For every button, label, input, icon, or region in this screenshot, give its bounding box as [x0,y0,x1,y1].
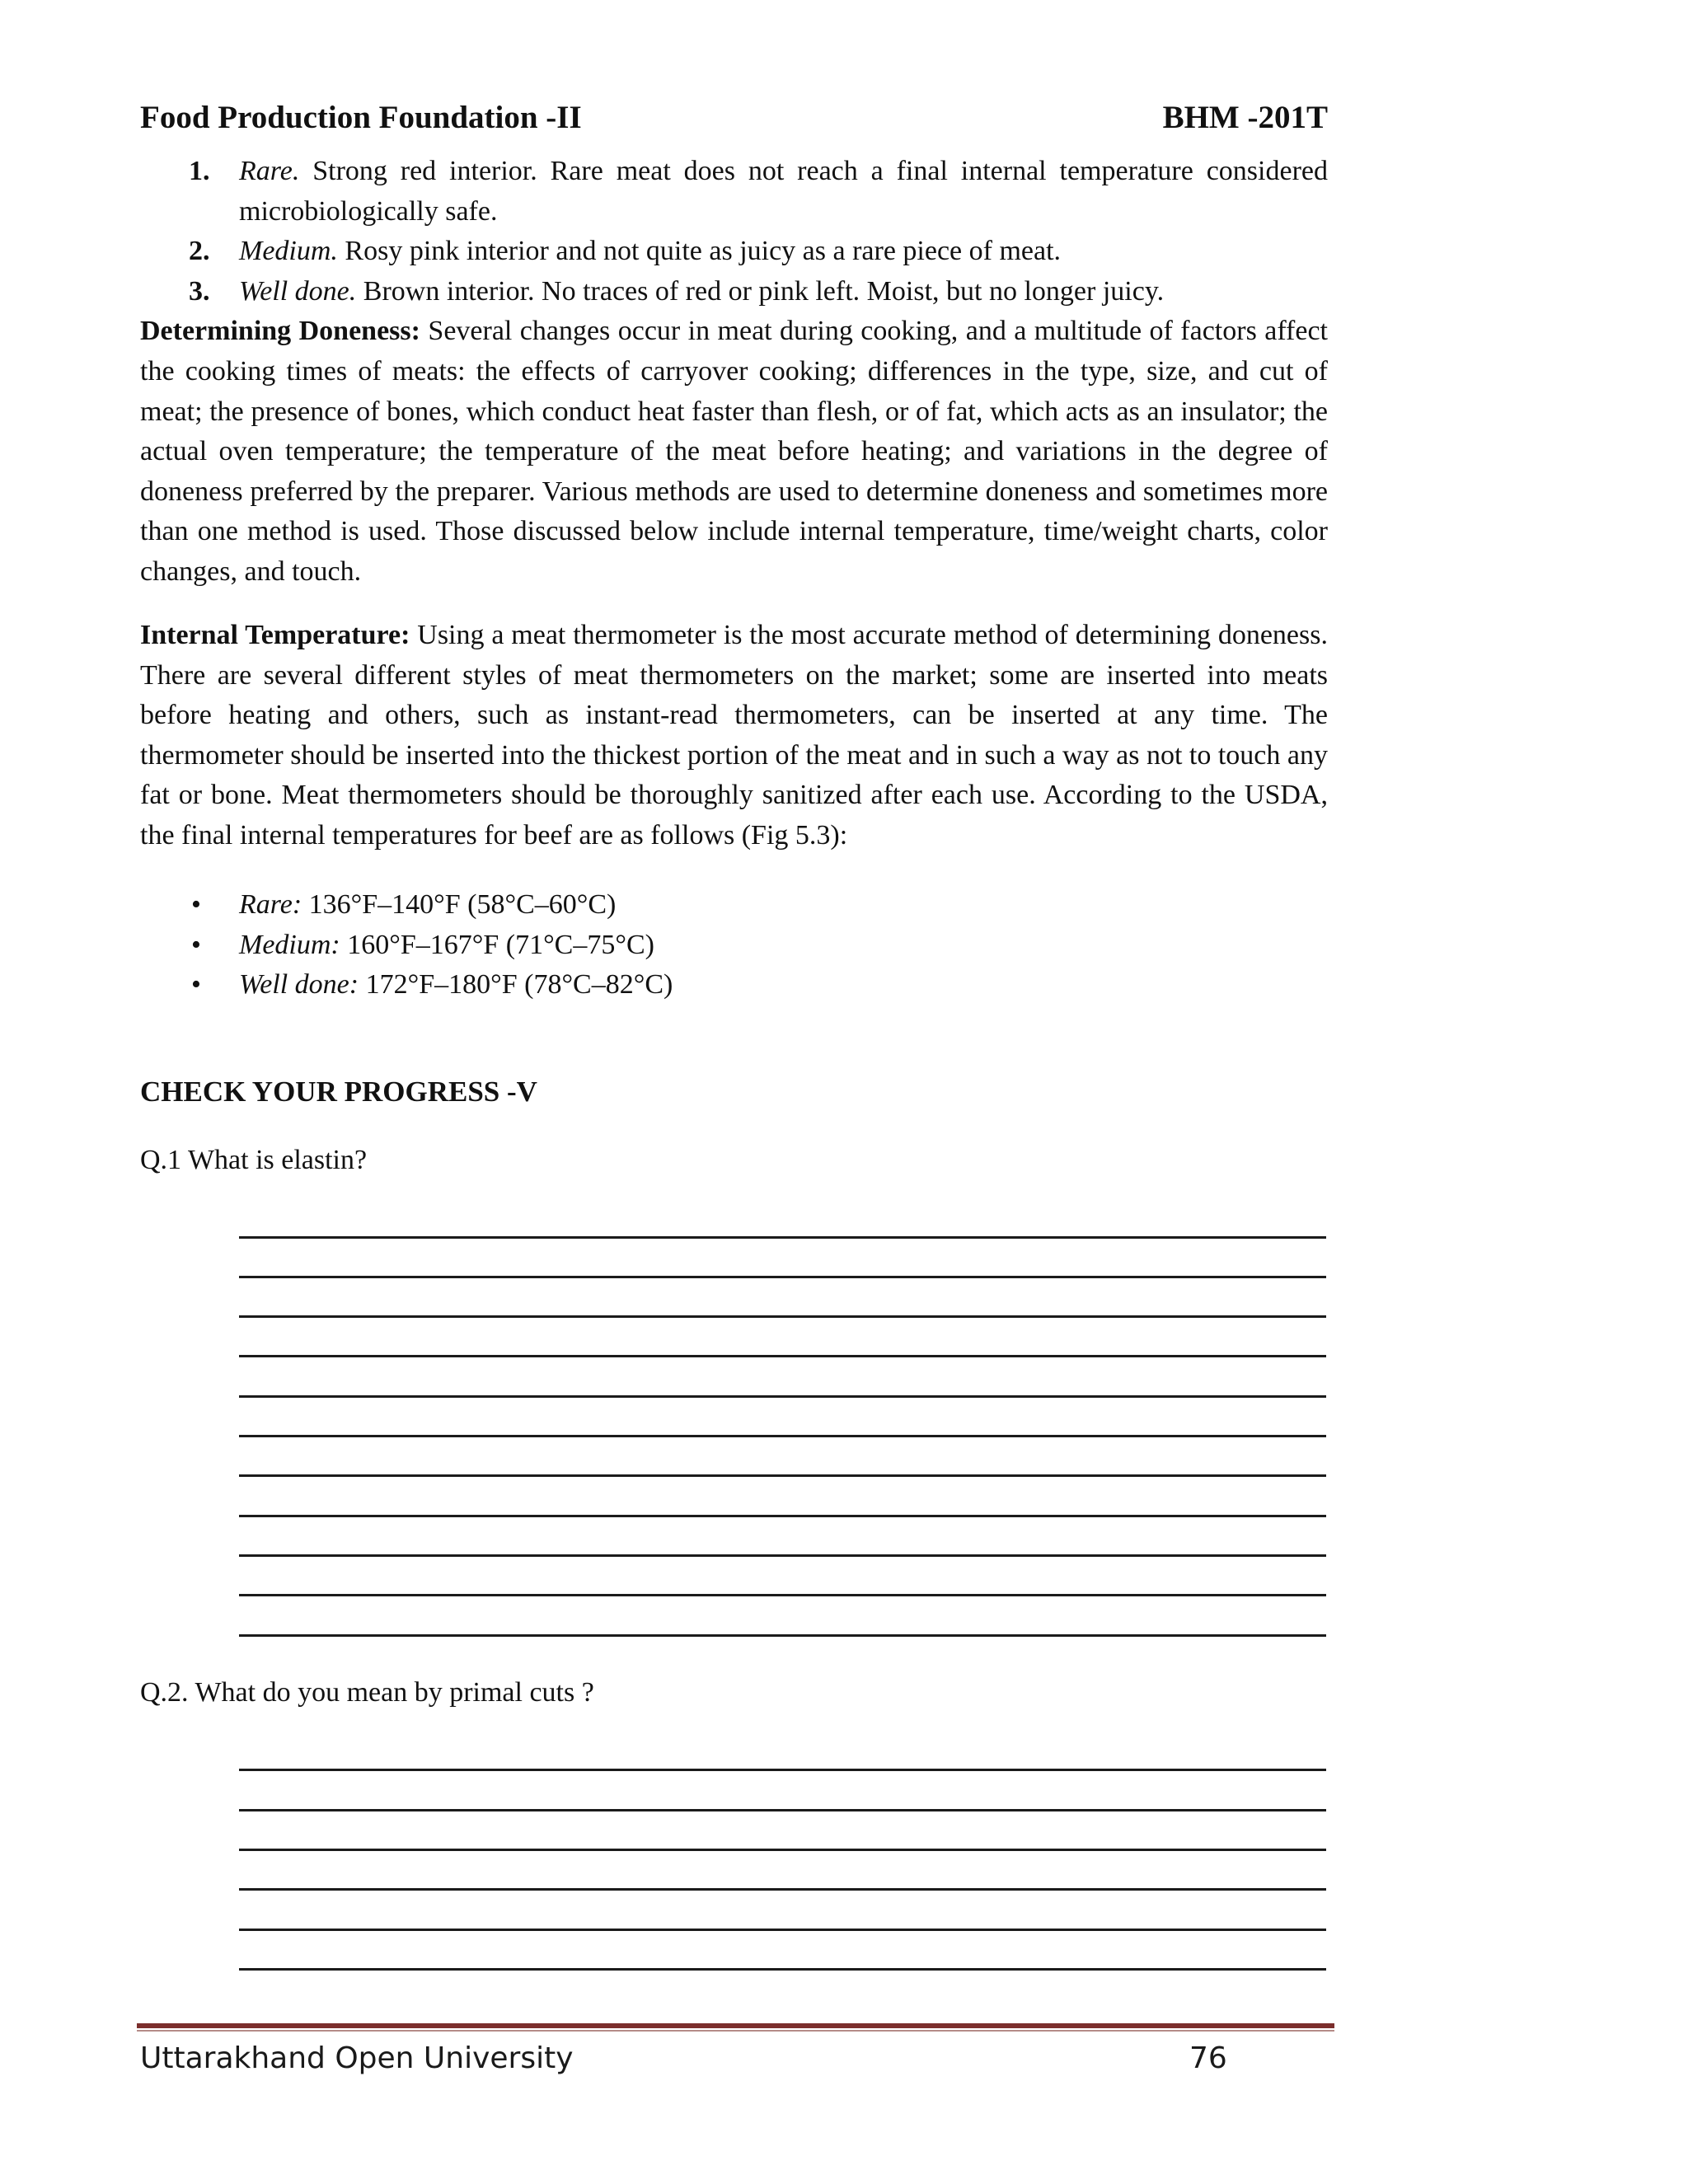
doneness-list [140,152,1328,593]
list-number: 1. [189,156,210,186]
determining-doneness-paragraph [140,312,1328,592]
answer-line [239,1474,1326,1477]
answer-line [239,1594,1326,1596]
answer-line [239,1395,1326,1398]
header-course-title: Food Production Foundation -II [140,100,582,135]
answer-line [239,1968,1326,1971]
paragraph-text: Using a meat thermometer is the most accurate method of determining doneness. There are several different styles of meat thermometers on the market; some are inserted into meats before heating and others, such as instant-read thermometers, can be inserted at any time. The thermometer should be inserted into the thickest portion of the meat and in such a way as not to touch any fat or bone. Meat thermometers should be thoroughly sanitized after each use. According to the USDA, the final internal temperatures for beef are as follows (Fig 5.3): [140,620,1328,851]
footer-divider-accent [137,2030,1334,2032]
answer-line [239,1634,1326,1637]
list-item [140,965,1328,1005]
answer-line [239,1355,1326,1357]
doneness-description: Rosy pink interior and not quite as juicy as a rare piece of meat. [337,236,1062,267]
answer-line [239,1809,1326,1811]
list-item [140,152,1328,232]
header-course-code: BHM -201T [1162,100,1328,135]
bullet: • [191,929,201,960]
answer-line [239,1769,1326,1771]
answer-line [239,1929,1326,1931]
doneness-term: Rare. [239,156,300,186]
doneness-term: Well done: [239,969,359,1001]
answer-line [239,1435,1326,1437]
internal-temperature-paragraph [140,616,1328,856]
list-item [140,232,1328,272]
list-number: 2. [189,236,210,267]
temperature-range: 172°F–180°F (78°C–82°C) [359,969,673,1001]
temperature-list [140,885,1328,1005]
footer-university: Uttarakhand Open University [140,2041,574,2075]
bullet: • [191,889,201,920]
list-item [140,272,1328,312]
list-item [140,926,1328,966]
question-2: Q.2. What do you mean by primal cuts ? [140,1677,594,1708]
answer-line [239,1849,1326,1851]
temperature-range: 136°F–140°F (58°C–60°C) [302,889,617,920]
answer-line [239,1236,1326,1239]
doneness-term: Rare: [239,889,302,920]
page-number: 76 [1189,2041,1227,2075]
list-number: 3. [189,275,210,307]
list-item [140,885,1328,926]
question-1: Q.1 What is elastin? [140,1145,368,1175]
bullet: • [191,969,201,1001]
temperature-range: 160°F–167°F (71°C–75°C) [340,929,654,960]
doneness-description: Brown interior. No traces of red or pink left. Moist, but no longer juicy. [356,275,1165,307]
doneness-description: Strong red interior. Rare meat does not reach a final internal temperature considered microbiologically safe. [239,156,1328,227]
answer-line [239,1315,1326,1318]
check-progress-heading: CHECK YOUR PROGRESS -V [140,1076,537,1108]
doneness-term: Medium: [239,929,340,960]
answer-line [239,1554,1326,1557]
doneness-term: Well done. [239,275,357,307]
doneness-term: Medium. [239,236,338,267]
paragraph-label: Internal Temperature: [140,620,410,650]
paragraph-label: Determining Doneness: [140,316,420,347]
answer-line [239,1276,1326,1278]
answer-line [239,1888,1326,1891]
paragraph-text: Several changes occur in meat during cooking, and a multitude of factors affect the cooking times of meats: the effects of carryover cooking; differences in the type, size, and cut of meat; the presence of bones, which conduct heat faster than flesh, or of fat, which acts as an insulator; the actual oven temperature; the temperature of the meat before heating; and variations in the degree of doneness preferred by the preparer. Various methods are used to determine doneness and sometimes more than one method is used. Those discussed below include internal temperature, time/weight charts, color changes, and touch. [140,316,1328,587]
footer-divider [137,2023,1334,2028]
answer-line [239,1515,1326,1517]
